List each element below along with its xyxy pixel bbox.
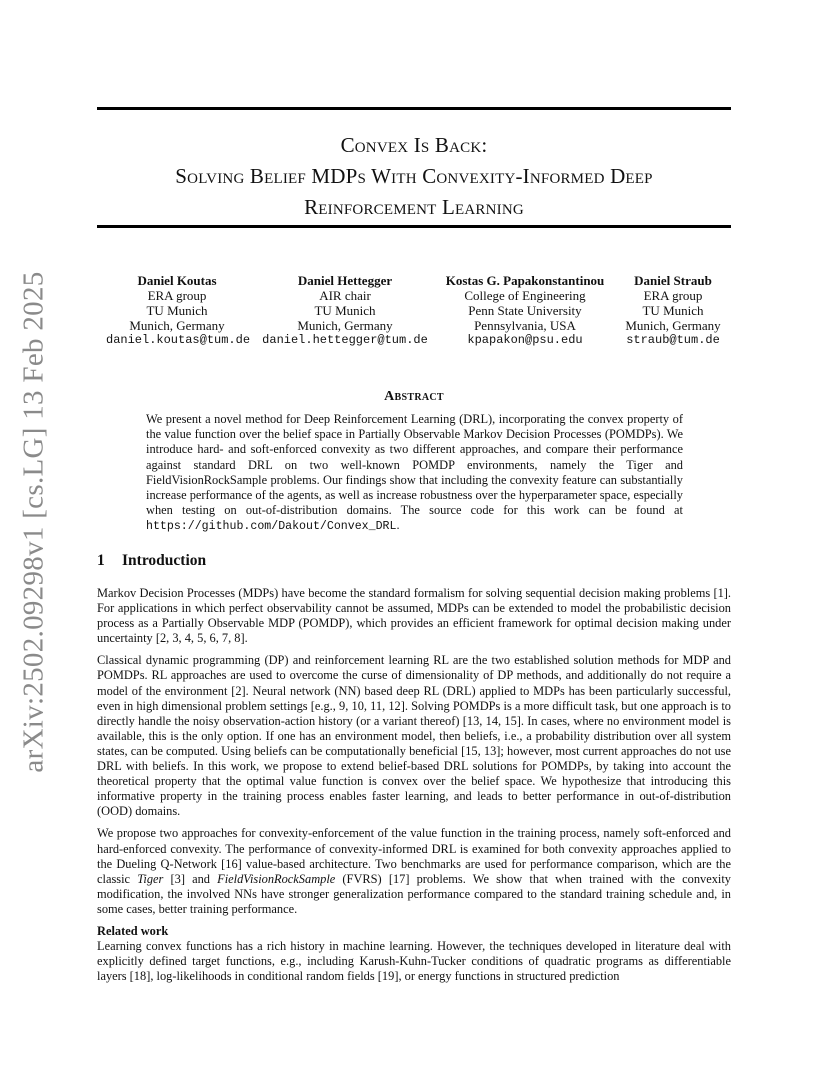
author-koutas — [106, 273, 251, 348]
author-name: Kostas G. Papakonstantinou — [445, 273, 605, 288]
fvrs-name: FieldVisionRockSample — [217, 871, 336, 886]
author-email[interactable]: daniel.hettegger@tum.de — [262, 333, 428, 347]
author-email[interactable]: daniel.koutas@tum.de — [106, 333, 251, 347]
arxiv-identifier-text: arXiv:2502.09298v1 [cs.LG] 13 Feb 2025 — [17, 271, 50, 773]
author-hettegger — [262, 273, 428, 348]
author-institution: Penn State University — [468, 303, 582, 318]
section-heading — [97, 552, 206, 570]
section-title: Introduction — [122, 552, 207, 569]
section-number: 1 — [97, 552, 105, 569]
author-affiliation: College of Engineering — [464, 288, 586, 303]
author-institution: TU Munich — [642, 303, 704, 318]
paragraph-text: We propose two approaches for convexity-enforcement of the value function in the training process, namely soft-enforced and hard-enforced convexity. The performance of convexity-informed DRL is examined for both convexity approaches applied to the Dueling Q-Network [16] value-based architecture. Two benchmarks are used for performance comparison, which are the classic — [97, 826, 731, 886]
author-affiliation: AIR chair — [319, 288, 371, 303]
author-location: Pennsylvania, USA — [474, 318, 576, 333]
abstract-body — [146, 412, 683, 535]
author-email[interactable]: kpapakon@psu.edu — [467, 333, 583, 347]
paper-title — [97, 130, 731, 223]
author-name: Daniel Straub — [634, 273, 712, 288]
paragraph-text: (FVRS) [17] problems. We show that when trained with the convexity modification, the involved NNs have stronger generalization performance compared to the standard training schedule and, in some cases, better training performance. — [97, 871, 731, 916]
tiger-name: Tiger — [137, 871, 164, 886]
paragraph-text: [3] and — [163, 871, 218, 886]
abstract-text: We present a novel method for Deep Reinforcement Learning (DRL), incorporating the convex property of the value function over the belief space in Partially Observable Markov Decision Processes (POMDPs). We introduce hard- and soft-enforced convexity as two different approaches, and compare their performance against standard DRL on two well-known POMDP environments, namely the Tiger and FieldVisionRockSample problems. Our findings show that including the convexity feature can substantially increase performance of the agents, as well as increase robustness over the hyperparameter space, especially when testing on out-of-distribution domains. The source code for this work can be found at — [146, 412, 683, 518]
abstract-end: . — [396, 518, 400, 533]
paragraph: Markov Decision Processes (MDPs) have become the standard formalism for solving sequential decision making problems [1]. For applications in which perfect observability cannot be assumed, MDPs can be extended to model the probabilistic decision process as a Partially Observable MDP (POMDP), which provides an efficient framework for optimal decision making under uncertainty [2, 3, 4, 5, 6, 7, 8]. — [97, 586, 731, 646]
author-location: Munich, Germany — [625, 318, 721, 333]
title-line-2: Solving Belief MDPs With Convexity-Informed Deep — [175, 164, 653, 188]
related-work-heading: Related work — [97, 923, 169, 938]
author-location: Munich, Germany — [129, 318, 225, 333]
author-papakonstantinou — [441, 273, 609, 348]
title-line-3: Reinforcement Learning — [304, 195, 524, 219]
author-location: Munich, Germany — [297, 318, 393, 333]
author-affiliation: ERA group — [643, 288, 703, 303]
author-affiliation: ERA group — [147, 288, 207, 303]
title-bottom-rule — [97, 225, 731, 228]
paragraph: Learning convex functions has a rich history in machine learning. However, the techniques developed in literature deal with explicitly defined target functions, e.g., including Karush-Kuhn-Tucker conditions of quadratic programs as differentiable layers [18], log-likelihoods in conditional random fields [19], or energy functions in structured prediction — [97, 939, 731, 984]
title-top-rule — [97, 107, 731, 110]
title-line-1: Convex Is Back: — [340, 133, 488, 157]
author-institution: TU Munich — [314, 303, 376, 318]
source-code-link[interactable]: https://github.com/Dakout/Convex_DRL — [146, 520, 397, 534]
paragraph — [97, 826, 731, 917]
author-straub — [620, 273, 726, 348]
abstract-heading: Abstract — [384, 389, 444, 404]
author-institution: TU Munich — [146, 303, 208, 318]
author-name: Daniel Hettegger — [297, 273, 393, 288]
paragraph: Classical dynamic programming (DP) and reinforcement learning RL are the two established solution methods for MDP and POMDPs. RL approaches are used to overcome the curse of dimensionality of DP methods, and additionally do not require a model of the environment [2]. Neural network (NN) based deep RL (DRL) applied to MDPs has been particularly successful, even in high dimensional problem settings [e.g., 9, 10, 11, 12]. Solving POMDPs is a more difficult task, but one approach is to directly handle the noisy observation-action history (or a variant thereof) [13, 14, 15]. In cases, where no environment model is available, this is the only option. If one has an environment model, then beliefs, i.e., a probability distribution over all system states, can be computed. Using beliefs can be computationally beneficial [15, 13]; however, most current approaches do not use DRL with beliefs. In this work, we propose to extend belief-based DRL solutions for POMDPs, by taking into account the theoretical property that the optimal value function is convex over the belief space. We hypothesize that introducing this informative property in the training process enables faster learning, and leads to better performance in out-of-distribution (OOD) domains. — [97, 653, 731, 819]
author-name: Daniel Koutas — [137, 273, 217, 288]
author-email[interactable]: straub@tum.de — [626, 333, 720, 347]
introduction-body — [97, 586, 731, 991]
